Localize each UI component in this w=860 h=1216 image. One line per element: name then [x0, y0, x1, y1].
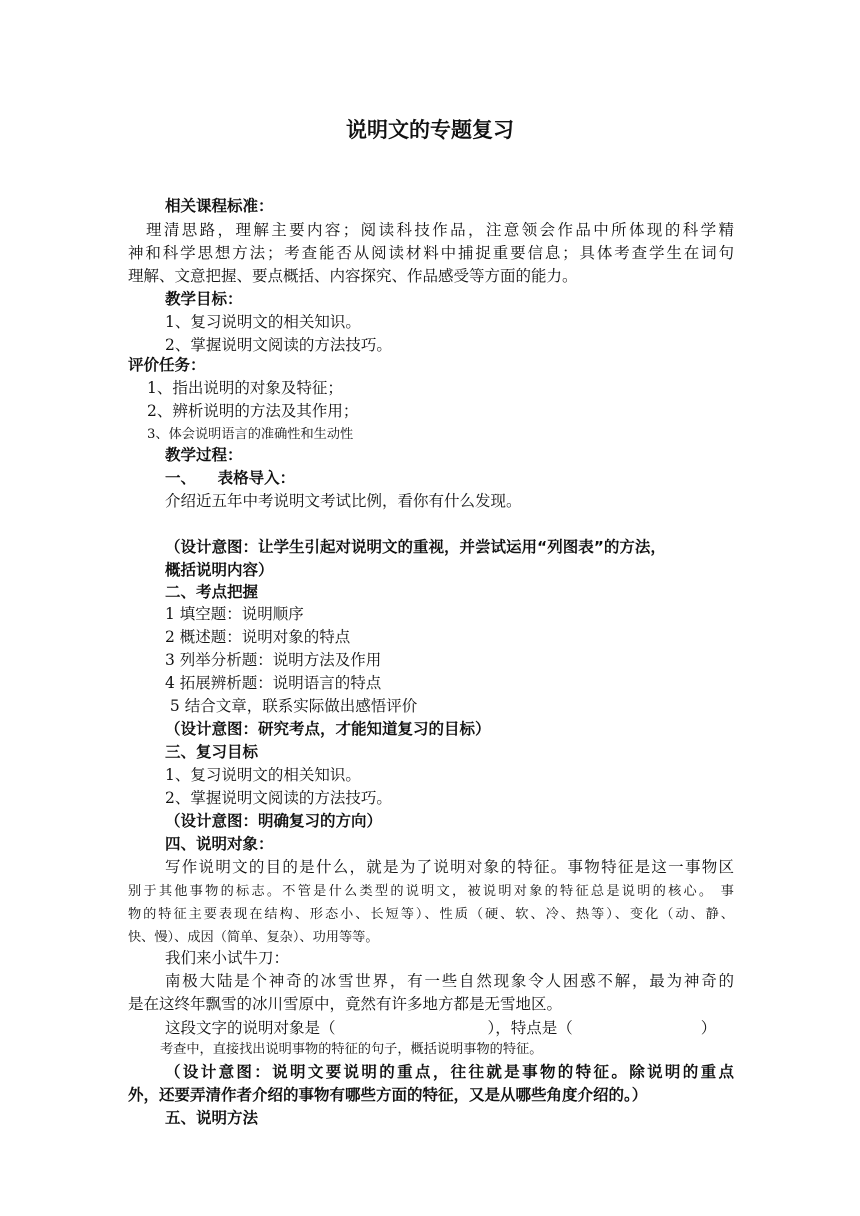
page-title: 说明文的专题复习 [346, 118, 514, 142]
section-1-text: 介绍近五年中考说明文考试比例，看你有什么发现。 [165, 492, 522, 510]
section-3-item-1: 1、复习说明文的相关知识。 [165, 766, 361, 784]
task-item-1: 1、指出说明的对象及特征； [147, 379, 343, 397]
standards-heading: 相关课程标准： [165, 197, 274, 215]
section-4-example-line-1: 南极大陆是个神奇的冰雪世界，有一些自然现象令人困惑不解，最为神奇的 [165, 972, 734, 990]
question-part-close: ） [700, 1019, 717, 1037]
section-4-intent-line-2: 外，还要弄清作者介绍的事物有哪些方面的特征，又是从哪些角度介绍的。） [128, 1086, 648, 1104]
goals-heading: 教学目标： [165, 290, 243, 308]
section-3-title: 三、复习目标 [165, 743, 259, 761]
section-4-question [165, 1018, 734, 1039]
section-4-try: 我们来小试牛刀： [165, 949, 290, 967]
section-2-item-2: 2 概述题：说明对象的特点 [165, 628, 351, 646]
question-part-object: 这段文字的说明对象是（ [165, 1019, 336, 1037]
standards-line-2: 神和科学思想方法；考查能否从阅读材料中捕捉重要信息；具体考查学生在词句 [128, 244, 734, 262]
section-2-item-3: 3 列举分析题：说明方法及作用 [165, 651, 382, 669]
section-4-para-line-1: 写作说明文的目的是什么，就是为了说明对象的特征。事物特征是这一事物区 [165, 858, 734, 876]
section-5-title: 五、说明方法 [165, 1109, 259, 1127]
standards-line-3: 理解、文意把握、要点概括、内容探究、作品感受等方面的能力。 [128, 267, 578, 285]
task-item-3: 3、体会说明语言的准确性和生动性 [147, 427, 354, 442]
section-4-intent-line-1: （设计意图：说明文要说明的重点，往往就是事物的特征。除说明的重点 [165, 1063, 734, 1081]
section-4-para-line-3: 物的特征主要表现在结构、形态小、长短等）、性质（硬、软、冷、热等）、变化（动、静、 [128, 907, 734, 922]
section-2-item-4: 4 拓展辨析题：说明语言的特点 [165, 674, 382, 692]
section-1-intent-line-2: 概括说明内容） [165, 561, 274, 579]
section-4-tip: 考查中，直接找出说明事物的特征的句子，概括说明事物的特征。 [160, 1042, 543, 1057]
task-item-2: 2、辨析说明的方法及其作用； [147, 402, 359, 420]
goal-item-2: 2、掌握说明文阅读的方法技巧。 [165, 336, 392, 354]
section-2-item-1: 1 填空题：说明顺序 [165, 605, 304, 623]
section-4-para-line-2: 别于其他事物的标志。不管是什么类型的说明文，被说明对象的特征总是说明的核心。 事 [128, 884, 734, 899]
section-3-item-2: 2、掌握说明文阅读的方法技巧。 [165, 789, 392, 807]
question-part-feature: ），特点是（ [487, 1019, 573, 1037]
section-2-title: 二、考点把握 [165, 583, 259, 601]
section-1-title: 一、 表格导入： [165, 469, 296, 487]
section-4-example-line-2: 是在这终年飘雪的冰川雪原中，竟然有许多地方都是无雪地区。 [128, 995, 563, 1013]
section-2-item-5: 5 结合文章，联系实际做出感悟评价 [165, 697, 418, 715]
section-3-intent: （设计意图：明确复习的方向） [165, 812, 383, 830]
section-1-intent-line-1: （设计意图：让学生引起对说明文的重视，并尝试运用“列图表”的方法， [165, 538, 666, 556]
section-2-intent: （设计意图：研究考点，才能知道复习的目标） [165, 720, 491, 738]
section-4-para-line-4: 快、慢）、成因（简单、复杂）、功用等等。 [128, 930, 379, 945]
standards-line-1: 理清思路，理解主要内容；阅读科技作品，注意领会作品中所体现的科学精 [146, 221, 734, 239]
process-heading: 教学过程： [165, 446, 243, 464]
tasks-heading: 评价任务： [128, 356, 206, 374]
section-4-title: 四、说明对象： [165, 835, 274, 853]
goal-item-1: 1、复习说明文的相关知识。 [165, 313, 361, 331]
